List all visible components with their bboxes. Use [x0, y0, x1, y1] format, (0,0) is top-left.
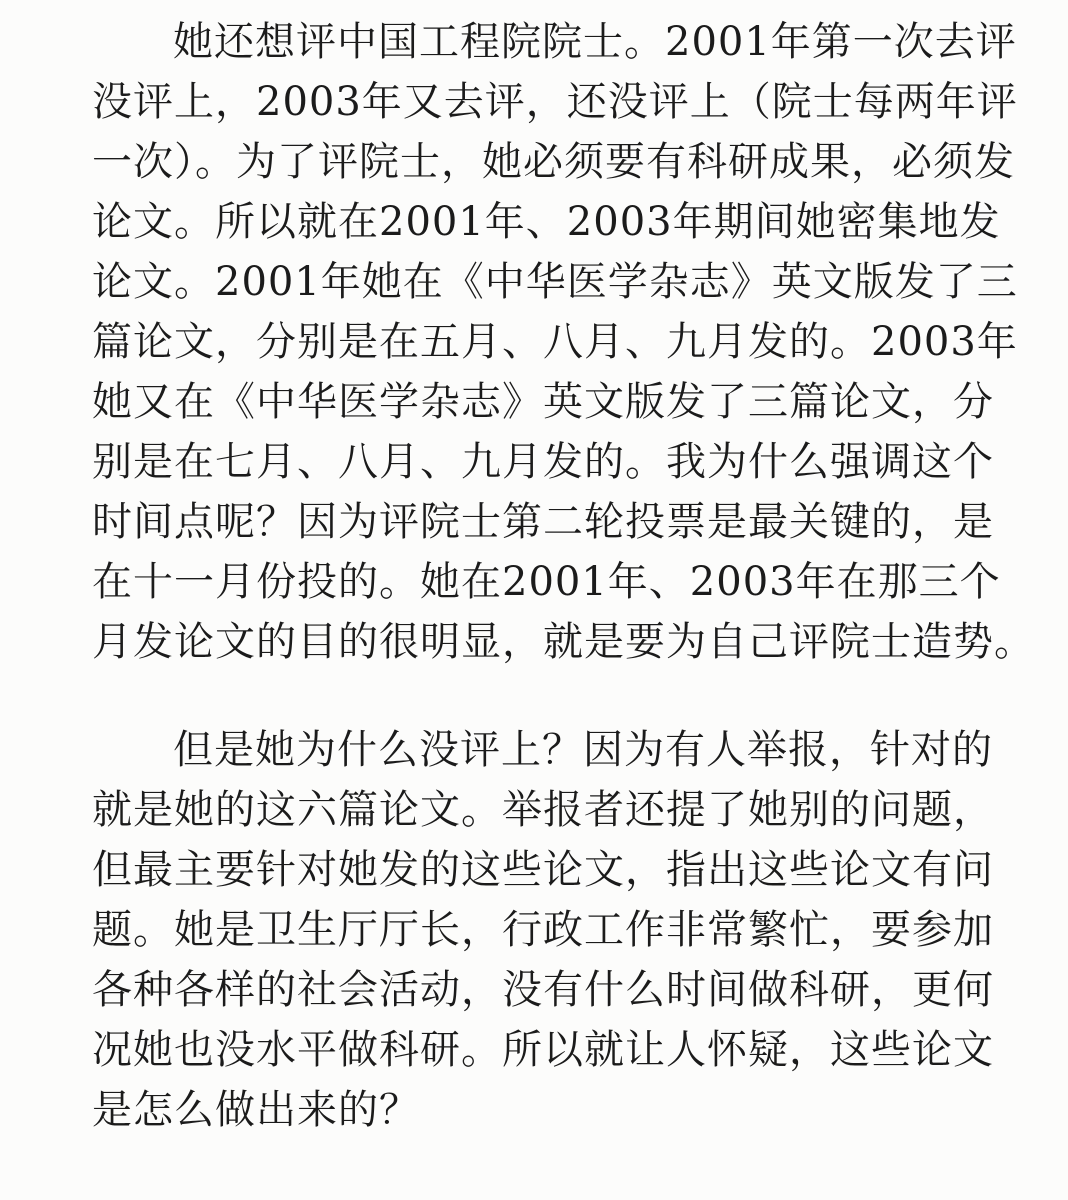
text-line: 是怎么做出来的？	[92, 1087, 420, 1133]
text-line: 篇论文，分别是在五月、八月、九月发的。2003年	[92, 319, 1018, 365]
text-line: 一次）。为了评院士，她必须要有科研成果，必须发	[92, 139, 1015, 185]
text-line: 就是她的这六篇论文。举报者还提了她别的问题，	[92, 787, 994, 833]
text-line: 别是在七月、八月、九月发的。我为什么强调这个	[92, 439, 994, 485]
text-line: 在十一月份投的。她在2001年、2003年在那三个	[92, 559, 1001, 605]
text-line: 她又在《中华医学杂志》英文版发了三篇论文，分	[92, 379, 994, 425]
text-line: 没评上，2003年又去评，还没评上（院士每两年评	[92, 79, 1018, 125]
text-line: 各种各样的社会活动，没有什么时间做科研，更何	[92, 967, 994, 1013]
text-line: 题。她是卫生厅厅长，行政工作非常繁忙，要参加	[92, 907, 994, 953]
text-line: 但是她为什么没评上？因为有人举报，针对的	[173, 727, 993, 773]
text-line: 论文。所以就在2001年、2003年期间她密集地发	[92, 199, 1001, 245]
text-line: 月发论文的目的很明显，就是要为自己评院士造势。	[92, 619, 1035, 665]
text-line: 但最主要针对她发的这些论文，指出这些论文有问	[92, 847, 994, 893]
text-line: 她还想评中国工程院院士。2001年第一次去评	[173, 19, 1017, 65]
text-line: 论文。2001年她在《中华医学杂志》英文版发了三	[92, 259, 1018, 305]
text-line: 时间点呢？因为评院士第二轮投票是最关键的，是	[92, 499, 994, 545]
text-line: 况她也没水平做科研。所以就让人怀疑，这些论文	[92, 1027, 994, 1073]
